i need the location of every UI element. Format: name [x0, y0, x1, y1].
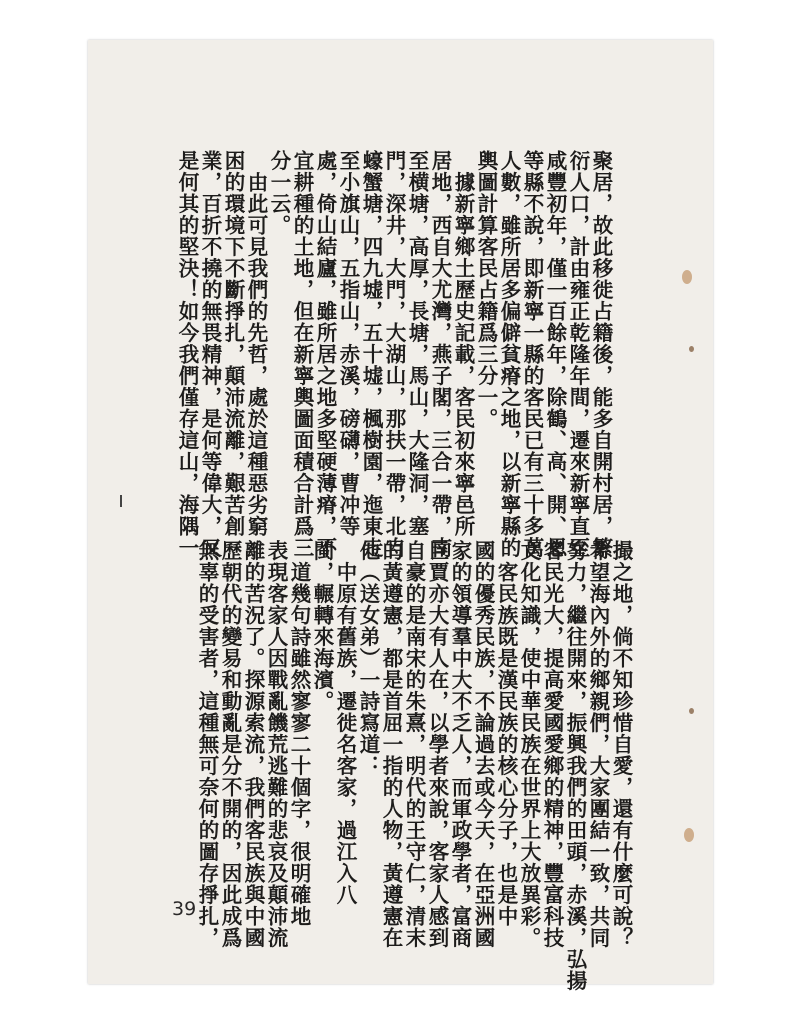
binding-hole	[689, 346, 694, 352]
binding-hole	[689, 708, 694, 714]
book-page	[88, 40, 713, 992]
paper-stain	[684, 828, 694, 842]
page-number: 39	[172, 898, 197, 920]
paper-stain	[682, 270, 692, 284]
upper-text-block: 聚居，故此移徙占籍後，能多自開村居，繁 衍人口，計由雍正乾隆年間，遷來新寧直至 咸豐初年，僅一百餘年，除鶴、高、開、恩 等縣不說，即新寧一縣的客民已有三十多萬 人數，雖所居多偏僻貧瘠之地，以新寧縣的 輿圖計算客民占籍爲三分一。 據新寧鄉土歷史記載，客民初來寧邑所 居地，西自大尤灣，燕子閣，三合一帶，南 至横塘，高厚，長塘，馬山，大隆洞，塞 門，深井，大門，大湖山，那扶一帶，北自 蠔蟹塘，四九墟，五十墟，楓樹園，迤東走 至小旗山，五指山，赤溪，磅礴，曹冲等 處，倚山結廬，雖所居之地多堅硬薄瘠，不 宜耕種的土地，但在新寧輿圖面積合計爲三 分一云。 由此可見我們的先哲，處於這種惡劣窮 困的環境下不斷掙扎，顛沛流離，艱苦創 業，百折不撓的無畏精神，是何等偉大，又 是何其的堅決！如今我們僅存這山，海隅一	[175, 150, 613, 559]
lower-text-block: 撮之地，倘不知珍惜自愛，還有什麼可說？ 希望海內外的鄉親們，大家團結一致，共同 努力，繼往開來，振興我們的田頭，赤溪，弘揚 客民光大，提高愛國愛鄉的精神，豐富科技 文化知識，使中華民族在世界上大放異彩。 客民族既是漢民族的核心分子，也是中 國的優秀民族，不論過去或今天，在亞洲國 家的領導羣中大不乏人，而軍政學者，富商 巨賈亦大有人在，以學者來說，客家人感到 自豪的是南宋的朱熹，明代的王守仁，清末 的黃遵憲，都是首屈一指的人物，黃遵憲在 他（送女弟）一詩寫道： 中原有舊族，遷徙名客家，過江入八 閩，輾轉來海濱。 道幾句詩雖然寥寥二十個字，很明確地 表現客家人因戰亂饑荒逃難的悲哀及顛沛流 離的苦況了。探源索流，我們客民族與中國 歷朝代的變易和動亂是分不開的，因此成爲 無辜的受害者，這種無可奈何的圖存掙扎，	[195, 540, 633, 992]
ink-mark	[120, 495, 122, 507]
